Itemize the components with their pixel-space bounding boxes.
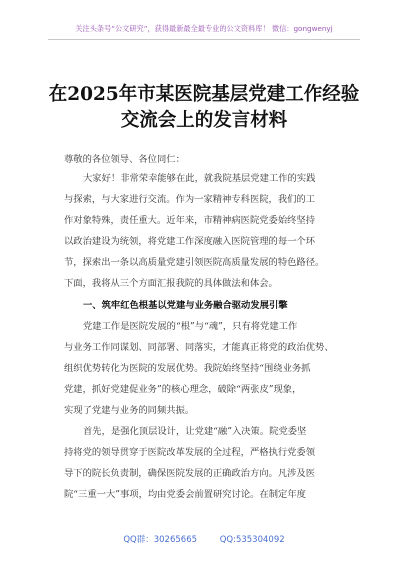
paragraph-line: 与业务工作同谋划、同部署、同落实，才能真正将党的政治优势、 [64,341,334,353]
document-title [0,82,408,134]
paragraph-line: 组织优势转化为医院的发展优势。我院始终坚持“围绕业务抓 [64,362,311,374]
section-heading: 一、筑牢红色根基以党建与业务融合驱动发展引擎 [83,299,288,311]
paragraph-line: 实现了党建与业务的同频共振。 [64,405,195,417]
header-banner: 关注头条号“公文研究”，获得最新最全最专业的公文资料库！ 微信：gongwenyj [75,24,333,33]
paragraph-line: 党建工作是医院发展的“根”与“魂”，只有将党建工作 [83,320,298,332]
paragraph-line: 节，探索出一条以高质量党建引领医院高质量发展的特色路径。 [64,257,325,269]
paragraph-line: 首先，是强化顶层设计，让党建“融”入决策。院党委坚 [83,426,307,438]
title-line-2: 交流会上的发言材料 [120,110,288,131]
header-divider [48,39,360,40]
title-line-1: 在2025年市某医院基层党建工作经验 [48,84,360,105]
document-body [64,168,356,506]
paragraph-line: 党建，抓好党建促业务”的核心理念，破除“两张皮”现象， [64,383,302,395]
paragraph-line: 院“三重一大”事项，均由党委会前置研究讨论。在制定年度 [64,489,306,501]
paragraph-line: 大家好！非常荣幸能够在此，就我院基层党建工作的实践 [83,173,316,184]
paragraph-line: 下面，我将从三个方面汇报我院的具体做法和体会。 [64,278,278,290]
paragraph-line: 以政治建设为统领，将党建工作深度融入医院管理的每一个环 [64,236,316,248]
paragraph-line: 导下的院长负责制，确保医院发展的正确政治方向。凡涉及医 [64,468,316,480]
footer-qq: QQ:535304092 [219,535,285,545]
salutation: 尊敬的各位领导、各位同仁： [64,154,185,165]
paragraph-line: 作对象特殊，责任重大。近年来，市精神病医院党委始终坚持 [64,215,316,227]
paragraph-line: 与探索，与大家进行交流。作为一家精神专科医院，我们的工 [64,194,316,206]
footer-qq-group: QQ群：30265665 [123,535,198,545]
paragraph-line: 持将党的领导贯穿于医院改革发展的全过程，严格执行党委领 [64,447,316,459]
footer-contact [0,533,408,545]
